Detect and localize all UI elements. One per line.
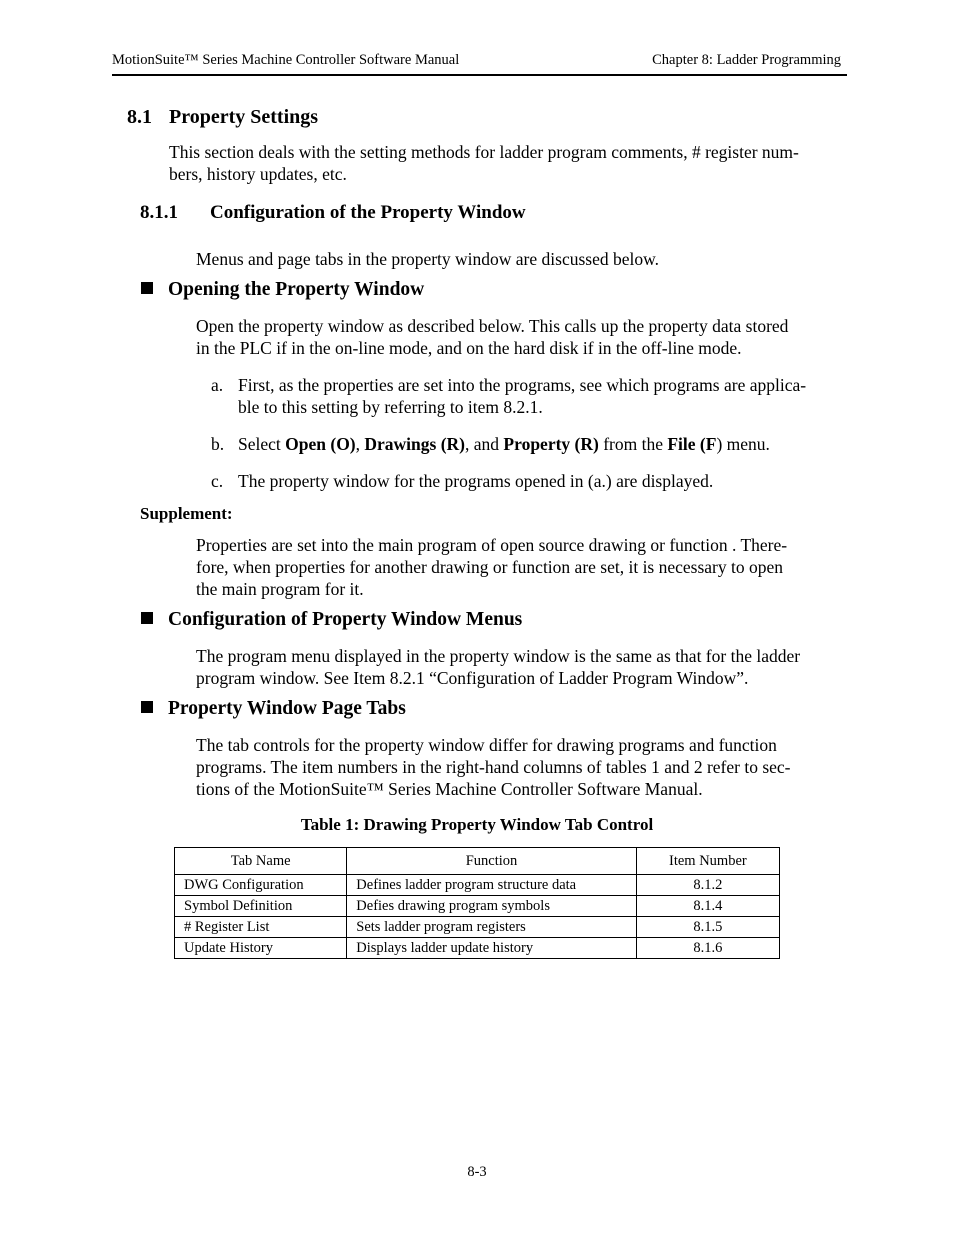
section-title: Property Settings <box>169 106 319 128</box>
list-text-b-part3: , and <box>465 434 504 454</box>
pagetabs-line2: programs. The item numbers in the right-hand columns of tables 1 and 2 refer to sec- <box>196 757 791 777</box>
menu-property-label: Property (R) <box>503 434 599 454</box>
subsection-number: 8.1.1 <box>140 202 178 223</box>
menus-heading-text: Configuration of Property Window Menus <box>168 609 523 630</box>
table-cell-item-number: 8.1.2 <box>636 875 779 896</box>
menus-paragraph <box>196 645 848 689</box>
list-text-a <box>238 374 847 418</box>
table-row <box>175 896 780 917</box>
table-cell-tab-name: Update History <box>175 938 347 959</box>
supplement-label: Supplement: <box>140 504 233 523</box>
table-cell-tab-name: DWG Configuration <box>175 875 347 896</box>
page-number: 8-3 <box>467 1164 487 1180</box>
supplement-line3: the main program for it. <box>196 579 364 599</box>
tab-control-table <box>174 847 780 959</box>
pagetabs-heading-text: Property Window Page Tabs <box>168 698 406 719</box>
table-cell-tab-name: Symbol Definition <box>175 896 347 917</box>
menu-open-label: Open (O) <box>285 434 356 454</box>
table-header-item-number: Item Number <box>636 848 779 875</box>
table-cell-item-number: 8.1.4 <box>636 896 779 917</box>
list-text-a-line1: First, as the properties are set into the programs, see which programs are applica- <box>238 375 807 395</box>
table-caption: Table 1: Drawing Property Window Tab Control <box>300 815 654 834</box>
section-intro <box>169 141 849 185</box>
opening-heading <box>141 279 424 301</box>
list-marker-a: a. <box>211 375 224 395</box>
opening-line2: in the PLC if in the on-line mode, and on the hard disk if in the off-line mode. <box>196 338 742 358</box>
table-cell-function: Defines ladder program structure data <box>347 875 636 896</box>
supplement-line2: fore, when properties for another drawing or function are set, it is necessary to open <box>196 557 784 577</box>
table-cell-function: Displays ladder update history <box>347 938 636 959</box>
list-item-c <box>211 470 847 492</box>
square-bullet-icon <box>141 701 153 713</box>
list-text-c: The property window for the programs opened in (a.) are displayed. <box>238 471 714 491</box>
menus-line2: program window. See Item 8.2.1 “Configuration of Ladder Program Window”. <box>196 668 749 688</box>
table-row <box>175 938 780 959</box>
pagetabs-heading <box>141 698 406 720</box>
pagetabs-line3: tions of the MotionSuite™ Series Machine Controller Software Manual. <box>196 779 703 799</box>
opening-heading-text: Opening the Property Window <box>168 279 425 300</box>
list-text-a-line2: ble to this setting by referring to item 8.2.1. <box>238 397 543 417</box>
square-bullet-icon <box>141 282 153 294</box>
page-header <box>112 52 847 76</box>
table-cell-item-number: 8.1.6 <box>636 938 779 959</box>
opening-line1: Open the property window as described below. This calls up the property data stored <box>196 316 789 336</box>
subsection-title: Configuration of the Property Window <box>210 202 526 223</box>
supplement-line1: Properties are set into the main program of open source drawing or function . There- <box>196 535 788 555</box>
menus-heading <box>141 609 522 631</box>
list-item-b <box>211 433 847 455</box>
section-number: 8.1 <box>127 106 152 128</box>
table-cell-item-number: 8.1.5 <box>636 917 779 938</box>
list-text-b-part4: from the <box>598 434 668 454</box>
table-row <box>175 875 780 896</box>
table-row <box>175 917 780 938</box>
table-cell-function: Sets ladder program registers <box>347 917 636 938</box>
menu-file-label: File (F <box>667 434 717 454</box>
menu-drawings-label: Drawings (R) <box>364 434 466 454</box>
list-marker-c: c. <box>211 471 224 491</box>
pagetabs-line1: The tab controls for the property window differ for drawing programs and function <box>196 735 777 755</box>
supplement-paragraph <box>196 534 848 600</box>
menus-line1: The program menu displayed in the property window is the same as that for the ladder <box>196 646 801 666</box>
subsection-heading <box>140 202 526 224</box>
list-text-b <box>238 433 847 455</box>
pagetabs-paragraph <box>196 734 848 800</box>
header-manual-title: MotionSuite™ Series Machine Controller Software Manual <box>112 52 460 68</box>
subsection-intro: Menus and page tabs in the property window are discussed below. <box>196 249 659 269</box>
table-header-tab-name: Tab Name <box>175 848 347 875</box>
section-heading <box>127 106 318 129</box>
section-intro-line1: This section deals with the setting methods for ladder program comments, # register num- <box>169 142 799 162</box>
list-text-b-part1: Select <box>238 434 286 454</box>
opening-paragraph <box>196 315 848 359</box>
section-intro-line2: bers, history updates, etc. <box>169 164 347 184</box>
square-bullet-icon <box>141 612 153 624</box>
list-text-b-part5: ) menu. <box>716 434 770 454</box>
table-cell-function: Defies drawing program symbols <box>347 896 636 917</box>
table-cell-tab-name: # Register List <box>175 917 347 938</box>
table-header-row <box>175 848 780 875</box>
header-chapter-title: Chapter 8: Ladder Programming <box>652 52 841 68</box>
list-text-b-part2: , <box>355 434 365 454</box>
list-marker-b: b. <box>211 434 225 454</box>
table-header-function: Function <box>347 848 636 875</box>
list-item-a <box>211 374 847 418</box>
